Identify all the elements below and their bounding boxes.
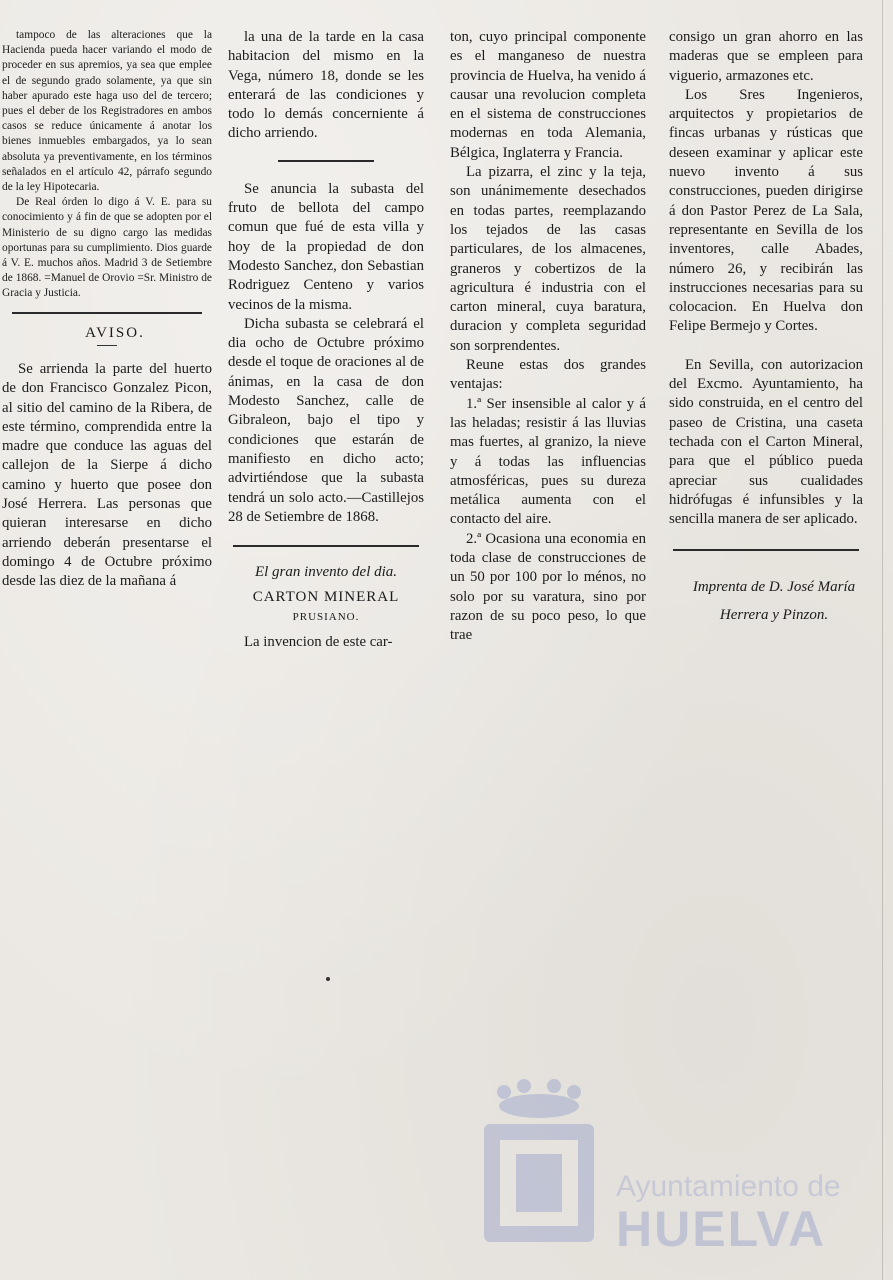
watermark-line-2: HUELVA xyxy=(616,1201,827,1257)
ventaja-continuation: consigo un gran ahorro en las maderas que se empleen para viguerio, armazones etc. xyxy=(669,29,863,84)
divider xyxy=(673,549,859,551)
ventaja-2: 2.ª Ocasiona una economia en toda clase de construcciones de un 50 por 100 por lo ménos, no solo por su varatura, sino por razon de su poco peso, lo que trae xyxy=(450,530,646,644)
aviso-text: Se arrienda la parte del huerto de don Francisco Gonzalez Picon, al sitio del camino de la Ribera, de este término, comprendida entre la madre que conduce las aguas del callejon de la Sierpe á dicho camino y huerto que posee don José Herrera. Las personas que quieran interesarse en dicho arriendo deberán presentarse el domingo 4 de Octubre próximo desde las diez de la mañana á xyxy=(2,360,212,590)
archive-watermark xyxy=(474,1078,874,1268)
sevilla-paragraph: En Sevilla, con autorizacion del Excmo. Ayuntamiento, ha sido construida, en el centro del paseo de Cristina, una caseta techada con el Carton Mineral, para que el público pueda apreciar sus cualidades hidrófugas é infunsibles y la sencilla manera de ser aplicado. xyxy=(669,356,863,528)
column-3 xyxy=(450,28,646,646)
invento-paragraph: La pizarra, el zinc y la teja, son unánimemente desechados en todas partes, reemplazando los tejados de las casas particulares, de los almacenes, graneros y cobertizos de la agricultura é industria con el carton mineral, cuya baratura, duracion y completa seguridad son sorprendentes. xyxy=(450,164,646,354)
divider xyxy=(233,545,419,547)
divider xyxy=(278,160,374,162)
aviso-heading: AVISO. xyxy=(85,324,145,341)
product-title: CARTON MINERAL xyxy=(252,589,400,606)
column-2 xyxy=(228,28,424,652)
subasta-announcement: Se anuncia la subasta del fruto de bellota del campo comun que fué de esta villa y hoy de la propiedad de don Modesto Sanchez, don Sebastian Rodriguez Centeno y varios vecinos de la misma. xyxy=(228,180,424,313)
ventaja-1: 1.ª Ser insensible al calor y á las heladas; resistir á las lluvias mas fuertes, al granizo, la nieve y á todas las influencias atmosféricas, pues su dureza metálica aumenta con el contacto del aire. xyxy=(450,395,646,528)
subasta-details: Dicha subasta se celebrará el dia ocho de Octubre próximo desde el toque de oraciones al de ánimas, en la casa de don Modesto Sanchez, calle de Gibraleon, bajo el tipo y condiciones que estarán de manifiesto en dicho acto; advirtiéndose que la subasta tendrá un solo acto.—Castillejos 28 de Setiembre de 1868. xyxy=(228,315,424,525)
royal-order-closing: De Real órden lo digo á V. E. para su conocimiento y á fin de que se adopten por el Ministerio de su digno cargo las medidas oportunas para su cumplimiento. Dios guarde á V. E. muchos años. Madrid 3 de Setiembre de 1868. =Manuel de Orovio =Sr. Ministro de Gracia y Justicia. xyxy=(2,196,212,300)
product-subtitle: PRUSIANO. xyxy=(292,610,360,623)
ingenieros-paragraph: Los Sres Ingenieros, arquitectos y propietarios de fincas urbanas y rústicas que deseen examinar y aplicar este nuevo invento á sus construcciones, pueden dirigirse á don Pastor Perez de La Sala, representante en Sevilla de los inventores, calle Abades, número 26, y recibirán las instrucciones necesarias para su colocacion. En Huelva don Felipe Bermejo y Cortes. xyxy=(669,86,863,335)
ventajas-intro: Reune estas dos grandes ventajas: xyxy=(450,357,646,393)
section-title: El gran invento del dia. xyxy=(254,564,398,581)
invento-intro: La invencion de este car- xyxy=(244,634,393,651)
column-1 xyxy=(2,28,212,592)
invento-continuation: ton, cuyo principal componente es el manganeso de nuestra provincia de Huelva, ha venido á causar una revolucion completa en el sistema de construcciones modernas en toda Alemania, Bélgica, Inglaterra y Francia. xyxy=(450,29,646,161)
divider xyxy=(12,312,202,314)
page-edge xyxy=(882,0,883,1280)
heading-underline xyxy=(97,345,117,346)
arriendo-continuation: la una de la tarde en la casa habitacion del mismo en la Vega, número 18, donde se les enterará de las condiciones y todo lo demás concerniente á dicho arriendo. xyxy=(228,29,424,142)
watermark-line-1: Ayuntamiento de xyxy=(616,1170,841,1203)
imprint-line-1: Imprenta de D. José María xyxy=(692,579,856,596)
royal-order-paragraph: tampoco de las alteraciones que la Hacienda pueda hacer variando el modo de proceder en sus apremios, ya sea que emplee el de segundo grado solamente, ya que sin haber apurado este haga uso del de tercero; pues el deber de los Registradores en ambos casos se reduce únicamente á anotar los bienes inmuebles embargados, ya lo sean absoluta ya preventivamente, en los términos señalados en el artículo 42, párrafo segundo de la ley Hipotecaria. xyxy=(2,29,212,194)
crest-icon xyxy=(474,1078,604,1268)
column-4 xyxy=(669,28,863,629)
imprint-line-2: Herrera y Pinzon. xyxy=(719,607,829,624)
ink-dot xyxy=(326,977,330,981)
